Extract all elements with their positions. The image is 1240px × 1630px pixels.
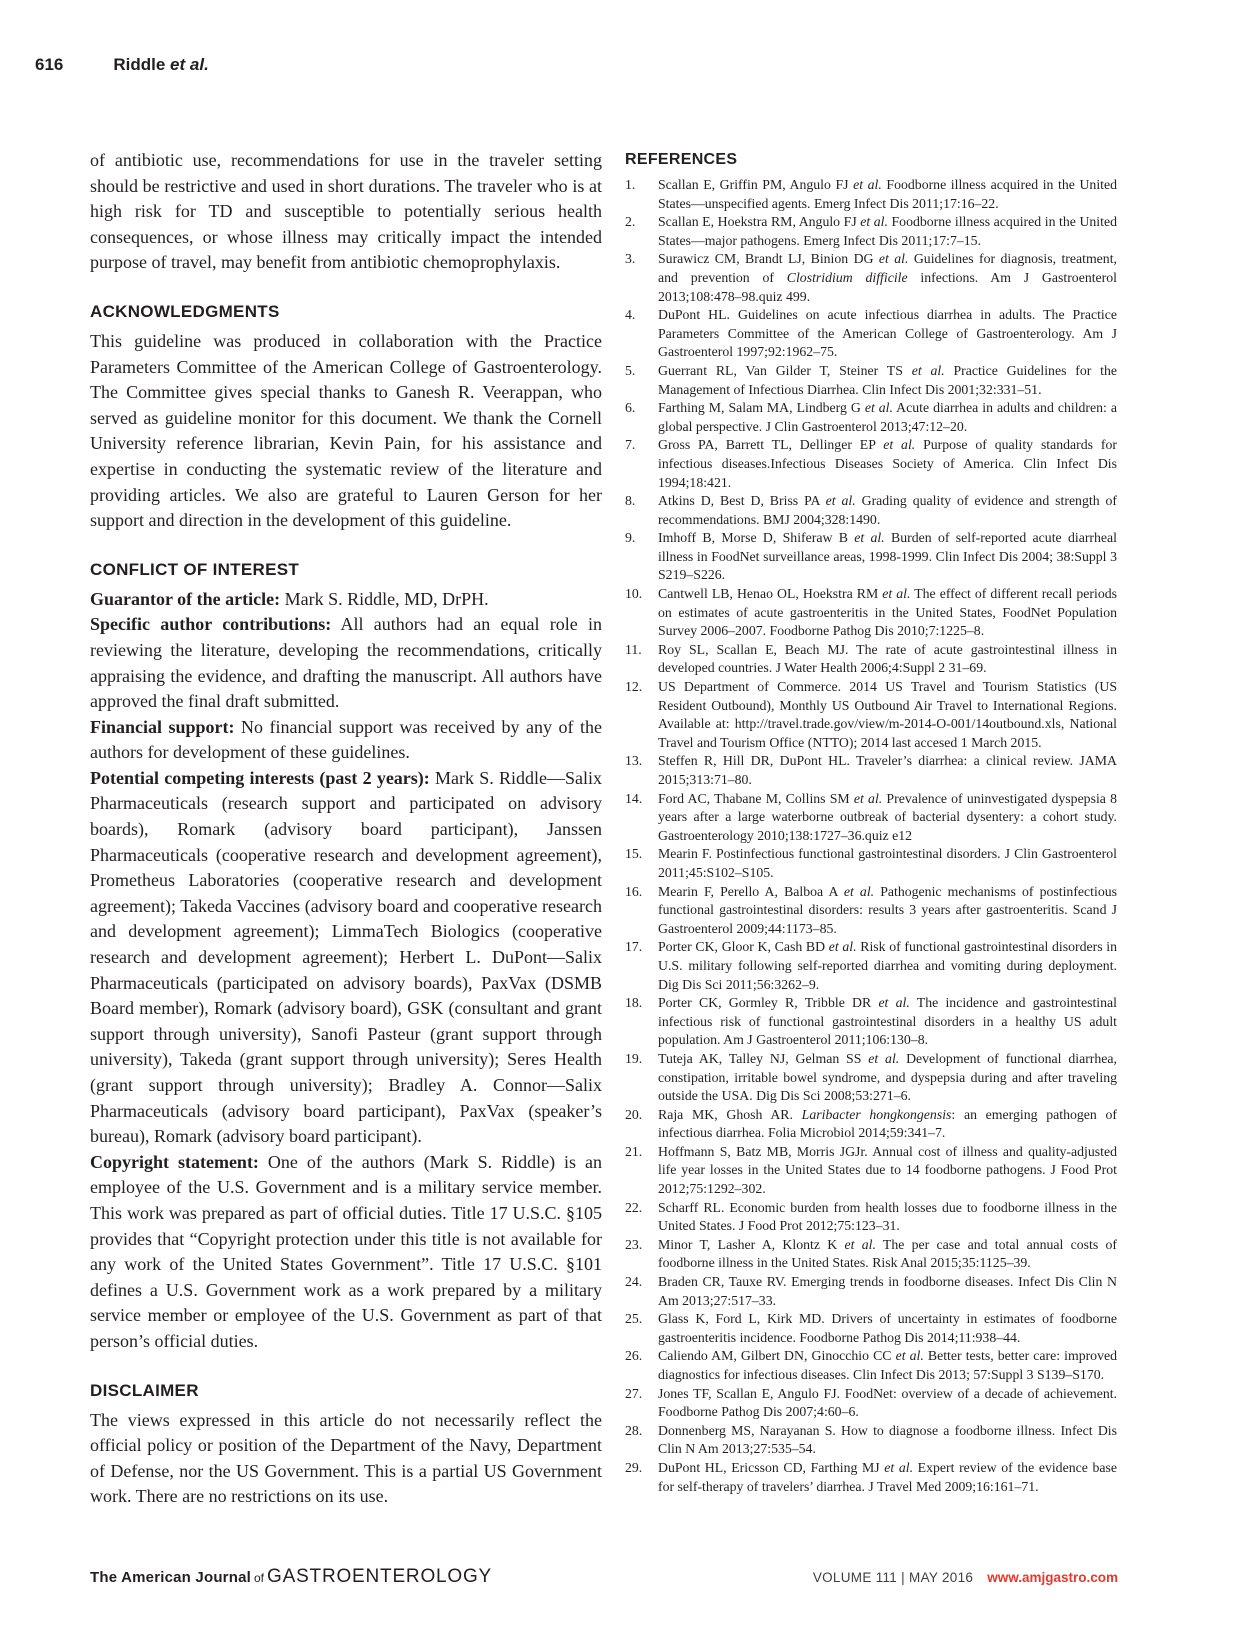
reference-item xyxy=(625,938,1117,994)
reference-item xyxy=(625,1143,1117,1199)
reference-item xyxy=(625,585,1117,641)
reference-text: Mearin F, Perello A, Balboa A et al. Pathogenic mechanisms of postinfectious functional gastrointestinal disorders: results 3 years after gastroenteritis. Scand J Gastroenterol 2009;44:1173–85. xyxy=(658,883,1117,936)
reference-item xyxy=(625,1385,1117,1422)
reference-item xyxy=(625,250,1117,306)
journal-title-bold: The American Journal xyxy=(90,1569,251,1586)
paragraph-text: The views expressed in this article do not necessarily reflect the official policy or position of the Department of the Navy, Department of Defense, nor the US Government. This is a partial US Government work. There are no restrictions on its use. xyxy=(90,1409,602,1507)
section-paragraph xyxy=(90,1408,602,1510)
reference-text: Gross PA, Barrett TL, Dellinger EP et al. Purpose of quality standards for infectious diseases.Infectious Diseases Society of America. Clin Infect Dis 1994;18:421. xyxy=(658,437,1117,490)
reference-number: 2. xyxy=(625,214,636,230)
reference-number: 25. xyxy=(625,1311,643,1327)
reference-number: 5. xyxy=(625,362,636,378)
section-heading-disclaimer: DISCLAIMER xyxy=(90,1380,199,1400)
reference-item xyxy=(625,1050,1117,1106)
section-paragraph xyxy=(90,766,602,1150)
page-footer xyxy=(90,1566,1118,1588)
references-column xyxy=(625,150,1117,1496)
reference-item xyxy=(625,1310,1117,1347)
paragraph-text: This guideline was produced in collaboration with the Practice Parameters Committee of the American College of Gastroenterology. The Committee gives special thanks to Ganesh R. Veerappan, who served as guideline monitor for this document. We thank the Cornell University reference librarian, Kevin Pain, for his assistance and expertise in conducting the systematic review of the literature and providing articles. We also are grateful to Lauren Gerson for her support and direction in the development of this guideline. xyxy=(90,330,602,531)
reference-item xyxy=(625,492,1117,529)
reference-number: 15. xyxy=(625,846,643,862)
reference-item xyxy=(625,436,1117,492)
reference-text: Caliendo AM, Gilbert DN, Ginocchio CC et al. Better tests, better care: improved diagnostics for infectious diseases. Clin Infect Dis 2013; 57:Suppl 3 S139–S170. xyxy=(658,1348,1118,1382)
reference-number: 17. xyxy=(625,939,643,955)
reference-item xyxy=(625,1236,1117,1273)
reference-text: Tuteja AK, Talley NJ, Gelman SS et al. Development of functional diarrhea, constipation, irritable bowel syndrome, and dyspepsia during and after traveling outside the USA. Dig Dis Sci 2008;53:271–6. xyxy=(658,1050,1117,1104)
references-heading: REFERENCES xyxy=(625,151,738,168)
reference-number: 6. xyxy=(625,400,636,416)
reference-text: Atkins D, Best D, Briss PA et al. Grading quality of evidence and strength of recommendations. BMJ 2004;328:1490. xyxy=(658,493,1117,527)
reference-number: 29. xyxy=(625,1459,643,1475)
paragraph-lead: Potential competing interests (past 2 years): xyxy=(90,767,430,788)
section-heading-acknowledgments: ACKNOWLEDGMENTS xyxy=(90,301,280,321)
reference-item xyxy=(625,1459,1117,1496)
reference-text: Steffen R, Hill DR, DuPont HL. Traveler’s diarrhea: a clinical review. JAMA 2015;313:71–80. xyxy=(658,753,1117,787)
reference-number: 10. xyxy=(625,586,643,602)
reference-item xyxy=(625,1199,1117,1236)
paragraph-lead: Guarantor of the article: xyxy=(90,588,281,609)
paragraph-lead: Copyright statement: xyxy=(90,1151,259,1172)
reference-number: 27. xyxy=(625,1385,643,1401)
reference-item xyxy=(625,529,1117,585)
intro-paragraph: of antibiotic use, recommendations for use in the traveler setting should be restrictive and used in short durations. The traveler who is at high risk for TD and susceptible to potentially serious health consequences, or whose illness may critically impact the intended purpose of travel, may benefit from antibiotic chemoprophylaxis. xyxy=(90,150,602,273)
reference-item xyxy=(625,1422,1117,1459)
section-heading-conflict-of-interest: CONFLICT OF INTEREST xyxy=(90,559,300,579)
section-paragraph xyxy=(90,587,602,613)
reference-number: 9. xyxy=(625,530,636,546)
reference-number: 18. xyxy=(625,995,643,1011)
reference-item xyxy=(625,994,1117,1050)
reference-item xyxy=(625,362,1117,399)
left-column-sections xyxy=(90,302,602,1510)
reference-text: Surawicz CM, Brandt LJ, Binion DG et al. Guidelines for diagnosis, treatment, and prevention of Clostridium difficile infections. Am J Gastroenterol 2013;108:478–98.quiz 499. xyxy=(658,251,1117,304)
reference-text: Mearin F. Postinfectious functional gastrointestinal disorders. J Clin Gastroenterol 2011;45:S102–S105. xyxy=(658,846,1117,880)
paragraph-lead: Specific author contributions: xyxy=(90,614,332,635)
paragraph-text: All authors had an equal role in reviewing the literature, developing the recommendations, critically appraising the evidence, and drafting the manuscript. All authors have approved the final draft submitted. xyxy=(90,614,602,712)
paragraph-text: Mark S. Riddle, MD, DrPH. xyxy=(284,588,489,609)
page-number: 616 xyxy=(35,55,64,74)
reference-text: Porter CK, Gormley R, Tribble DR et al. The incidence and gastrointestinal infectious risk of functional gastrointestinal disorders in a healthy US adult population. Am J Gastroenterol 2011;106:130–8. xyxy=(658,995,1117,1048)
page-header xyxy=(35,55,209,75)
reference-item xyxy=(625,1347,1117,1384)
reference-number: 13. xyxy=(625,753,643,769)
reference-item xyxy=(625,641,1117,678)
reference-number: 12. xyxy=(625,679,643,695)
reference-text: Glass K, Ford L, Kirk MD. Drivers of uncertainty in estimates of foodborne gastroenteritis incidence. Foodborne Pathog Dis 2014;11:938–44. xyxy=(658,1311,1117,1345)
reference-number: 7. xyxy=(625,437,636,453)
reference-text: Scallan E, Griffin PM, Angulo FJ et al. Foodborne illness acquired in the United States—unspecified agents. Emerg Infect Dis 2011;17:16–22. xyxy=(658,177,1118,211)
reference-number: 28. xyxy=(625,1422,643,1438)
reference-text: DuPont HL, Ericsson CD, Farthing MJ et al. Expert review of the evidence base for self-therapy of travelers’ diarrhea. J Travel Med 2009;16:161–71. xyxy=(658,1459,1117,1494)
reference-number: 4. xyxy=(625,307,636,323)
reference-number: 11. xyxy=(625,641,642,657)
reference-text: Raja MK, Ghosh AR. Laribacter hongkongensis: an emerging pathogen of infectious diarrhea. Folia Microbiol 2014;59:341–7. xyxy=(658,1106,1117,1141)
references-list xyxy=(625,176,1117,1496)
reference-text: Roy SL, Scallan E, Beach MJ. The rate of acute gastrointestinal illness in developed countries. J Water Health 2006;4:Suppl 2 31–69. xyxy=(658,641,1117,676)
reference-item xyxy=(625,306,1117,362)
section-paragraph xyxy=(90,612,602,714)
reference-text: Farthing M, Salam MA, Lindberg G et al. Acute diarrhea in adults and children: a global perspective. J Clin Gastroenterol 2013;47:12–20. xyxy=(658,400,1117,434)
reference-text: Hoffmann S, Batz MB, Morris JGJr. Annual cost of illness and quality-adjusted life year losses in the United States due to 14 foodborne pathogens. J Food Prot 2012;75:1292–302. xyxy=(658,1143,1117,1197)
reference-item xyxy=(625,678,1117,752)
journal-website-link[interactable]: www.amjgastro.com xyxy=(987,1570,1118,1585)
reference-item xyxy=(625,176,1117,213)
left-column xyxy=(90,148,602,1510)
section-paragraph xyxy=(90,715,602,766)
reference-text: US Department of Commerce. 2014 US Travel and Tourism Statistics (US Resident Outbound), Monthly US Outbound Air Travel to International Regions. Available at: http://travel.trade.gov/view/m-2014-O-001/14outbound.xls, National Travel and Tourism Office (NTTO); 2014 last accesed 1 March 2015. xyxy=(658,679,1117,750)
reference-number: 26. xyxy=(625,1348,643,1364)
reference-text: Scharff RL. Economic burden from health losses due to foodborne illness in the United States. J Food Prot 2012;75:123–31. xyxy=(658,1199,1117,1234)
reference-number: 22. xyxy=(625,1199,643,1215)
reference-number: 20. xyxy=(625,1106,643,1122)
reference-text: Donnenberg MS, Narayanan S. How to diagnose a foodborne illness. Infect Dis Clin N Am 2013;27:535–54. xyxy=(658,1422,1117,1457)
reference-item xyxy=(625,1273,1117,1310)
reference-number: 8. xyxy=(625,493,636,509)
reference-text: DuPont HL. Guidelines on acute infectious diarrhea in adults. The Practice Parameters Committee of the American College of Gastroenterology. Am J Gastroenterol 1997;92:1962–75. xyxy=(658,307,1117,360)
reference-item xyxy=(625,883,1117,939)
reference-item xyxy=(625,213,1117,250)
reference-text: Porter CK, Gloor K, Cash BD et al. Risk of functional gastrointestinal disorders in U.S. military following self-reported diarrhea and vomiting during deployment. Dig Dis Sci 2011;56:3262–9. xyxy=(658,939,1117,992)
reference-text: Ford AC, Thabane M, Collins SM et al. Prevalence of uninvestigated dyspepsia 8 years after a large waterborne outbreak of bacterial dysentery: a cohort study. Gastroenterology 2010;138:1727–36.quiz e12 xyxy=(658,790,1118,843)
reference-number: 1. xyxy=(625,177,636,192)
paragraph-text: Mark S. Riddle—Salix Pharmaceuticals (research support and participated on advisory boards), Romark (advisory board participant), Janssen Pharmaceuticals (cooperative research and development agreement), Prometheus Laboratories (cooperative research and development agreement); Takeda Vaccines (advisory board and cooperative research and development agreement); LimmaTech Biologics (cooperative research and development agreement); Herbert L. DuPont—Salix Pharmaceuticals (participated on advisory boards), PaxVax (DSMB Board member), Romark (advisory board), GSK (consultant and grant support through university), Sanofi Pasteur (grant support through university), Takeda (grant support through university); Seres Health (grant support through university); Bradley A. Connor—Salix Pharmaceuticals (advisory board participant), PaxVax (speaker’s bureau), Romark (advisory board participant). xyxy=(90,767,603,1147)
paragraph-lead: Financial support: xyxy=(90,716,235,737)
reference-number: 14. xyxy=(625,790,643,806)
reference-number: 23. xyxy=(625,1236,643,1252)
footer-right xyxy=(813,1570,1118,1585)
reference-item xyxy=(625,845,1117,882)
journal-title xyxy=(90,1566,492,1588)
reference-item xyxy=(625,752,1117,789)
paragraph-text: No financial support was received by any of the authors for development of these guidelines. xyxy=(90,716,602,763)
reference-number: 3. xyxy=(625,251,636,267)
reference-text: Minor T, Lasher A, Klontz K et al. The per case and total annual costs of foodborne illness in the United States. Risk Anal 2015;35:1125–39. xyxy=(658,1236,1117,1271)
reference-item xyxy=(625,790,1117,846)
reference-item xyxy=(625,1106,1117,1143)
section-paragraph xyxy=(90,329,602,534)
reference-text: Braden CR, Tauxe RV. Emerging trends in foodborne diseases. Infect Dis Clin N Am 2013;27:517–33. xyxy=(658,1274,1117,1308)
reference-number: 24. xyxy=(625,1274,643,1290)
section-paragraph xyxy=(90,1150,602,1355)
reference-text: Guerrant RL, Van Gilder T, Steiner TS et al. Practice Guidelines for the Management of Infectious Diarrhea. Clin Infect Dis 2001;32:331–51. xyxy=(658,362,1117,397)
journal-title-name: GASTROENTEROLOGY xyxy=(267,1566,493,1587)
paragraph-text: One of the authors (Mark S. Riddle) is an employee of the U.S. Government and is a military service member. This work was prepared as part of official duties. Title 17 U.S.C. §105 provides that “Copyright protection under this title is not available for any work of the United States Government”. Title 17 U.S.C. §101 defines a U.S. Government work as a work prepared by a military service member or employee of the U.S. Government as part of that person’s official duties. xyxy=(90,1151,602,1351)
volume-info: VOLUME 111 | MAY 2016 xyxy=(812,1570,974,1585)
reference-text: Scallan E, Hoekstra RM, Angulo FJ et al. Foodborne illness acquired in the United States—major pathogens. Emerg Infect Dis 2011;17:7–15. xyxy=(658,214,1117,248)
reference-text: Jones TF, Scallan E, Angulo FJ. FoodNet: overview of a decade of achievement. Foodborne Pathog Dis 2007;4:60–6. xyxy=(658,1385,1117,1420)
reference-text: Cantwell LB, Henao OL, Hoekstra RM et al. The effect of different recall periods on estimates of acute gastroenteritis in the United States, FoodNet Population Survey 2006–2007. Foodborne Pathog Dis 2010;7:1225–8. xyxy=(658,586,1117,639)
reference-number: 16. xyxy=(625,883,643,899)
reference-number: 19. xyxy=(625,1050,643,1066)
running-title: Riddle et al. xyxy=(113,55,209,74)
reference-item xyxy=(625,399,1117,436)
reference-number: 21. xyxy=(625,1143,643,1159)
reference-text: Imhoff B, Morse D, Shiferaw B et al. Burden of self-reported acute diarrheal illness in FoodNet surveillance areas, 1998-1999. Clin Infect Dis 2004; 38:Suppl 3 S219–S226. xyxy=(658,530,1117,583)
journal-title-of: of xyxy=(254,1571,265,1585)
